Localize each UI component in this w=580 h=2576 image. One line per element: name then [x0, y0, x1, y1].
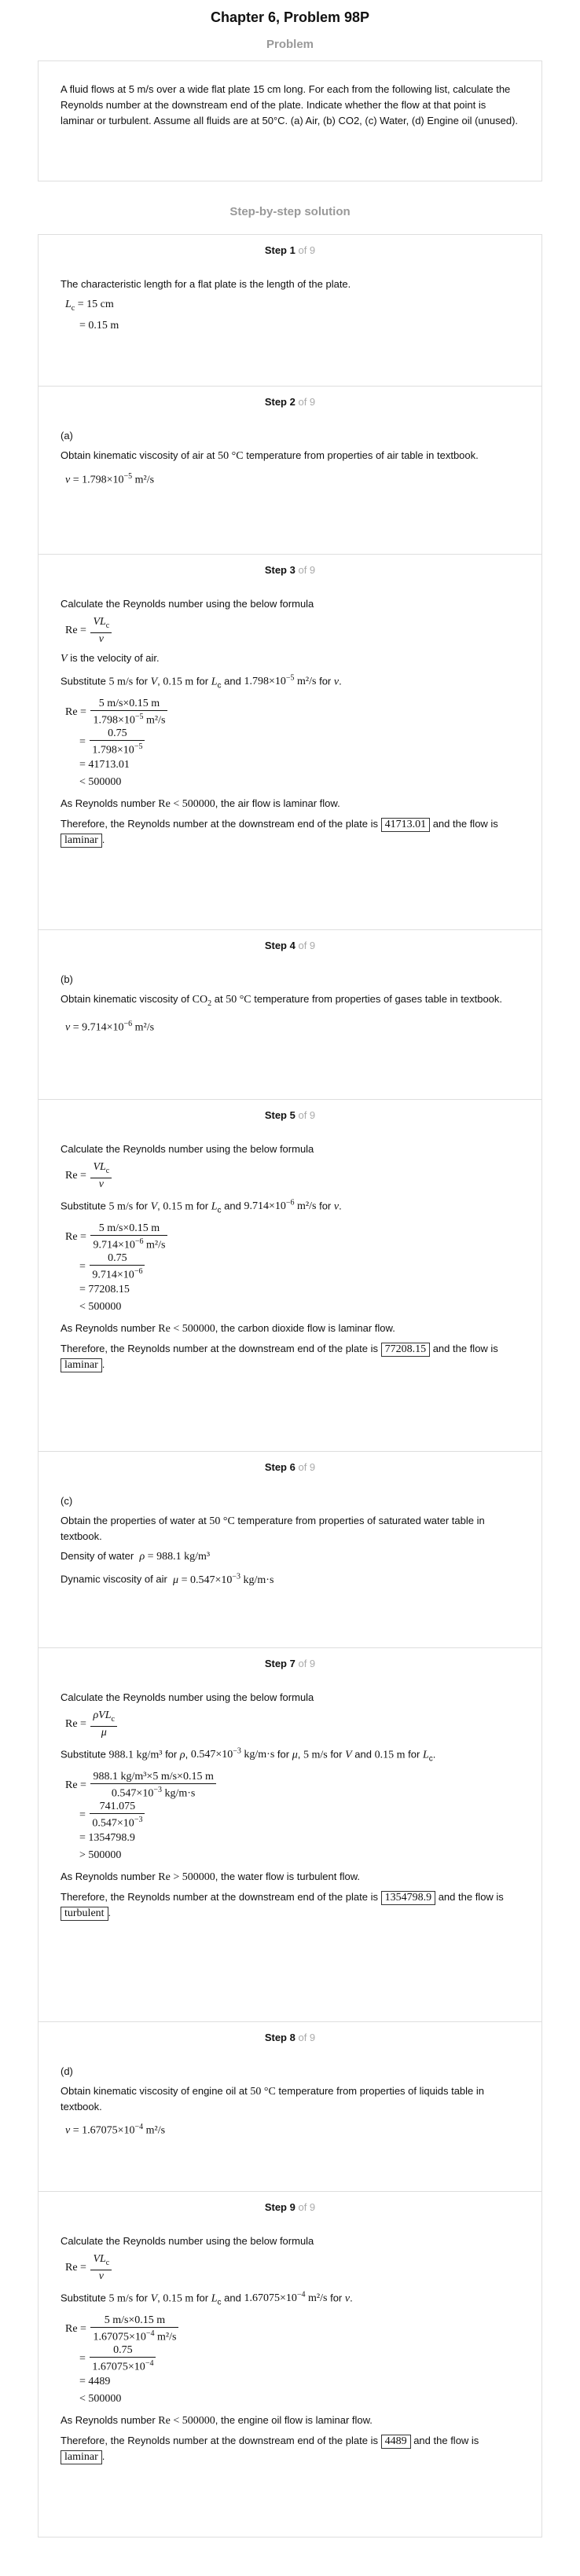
- substitute-text: Substitute 988.1 kg/m³ for ρ, $0.547\times 10^{-3}$ kg/m·s for μ, 5 m/s for V and 0.15 m for $L_c$.: [61, 1746, 436, 1764]
- step-3: Step 3 of 9 Calculate the Reynolds number using the below formula Re = $\frac{VL_c}{\nu}$ V is the velocity of air. Substitute 5 m/s for V, 0.15 m for $L_c$ and $1.798\times 10^{-5}$ m²/s for ν. Re = $\frac{5 m/s\times 0.15 m}{1.798\times 10^{-5} m^2/s}$ = $\frac{0.75}{1.798\times 10^{-5}}$ = 41713.01 < 500000 As Reynolds number Re < 500000, the air flow is laminar flow. Therefore, the Reynolds number at the downstream end of the plate is 41713.01 and the flow is laminar .: [39, 554, 541, 929]
- step-6: [39, 1451, 541, 1647]
- solution-box: [38, 234, 542, 2538]
- flow-box: turbulent: [61, 1907, 108, 1921]
- step-header: Step 5 of 9: [264, 1109, 316, 1121]
- step-text: Obtain the properties of water at 50 °C temperature from properties of saturated water table in textbook.: [61, 1515, 485, 1542]
- part-label: (c): [61, 1495, 73, 1507]
- step-8: [39, 2021, 541, 2191]
- calculation: Re = $\frac{5 m/s\times 0.15 m}{1.67075\times 10^{-4} m^2/s}$ = $\frac{0.75}{1.67075\times 10^{-4}}$ = 4489 < 500000: [65, 2314, 519, 2408]
- problem-heading: Problem: [266, 38, 314, 51]
- step-9: [39, 2191, 541, 2537]
- step-header: Step 6 of 9: [264, 1461, 316, 1473]
- flow-box: laminar: [61, 2450, 102, 2464]
- formula: Re = $\frac{VL_c}{\nu}$: [65, 1161, 519, 1191]
- page-title: Chapter 6, Problem 98P: [210, 9, 370, 25]
- part-label: (a): [61, 430, 73, 442]
- answer-box: 4489: [381, 2435, 411, 2449]
- flow-box: laminar: [61, 1358, 102, 1372]
- step-text: Calculate the Reynolds number using the below formula: [61, 1143, 314, 1155]
- part-label: (d): [61, 2065, 73, 2077]
- step-5: [39, 1099, 541, 1451]
- density-line: Density of water ρ = 988.1 kg/m³: [61, 1550, 211, 1563]
- substitute-text: Substitute 5 m/s for V, 0.15 m for $L_c$ and $1.798\times 10^{-5}$ m²/s for ν.: [61, 673, 342, 691]
- formula: Re = $\frac{VL_c}{\nu}$: [65, 616, 519, 646]
- step-2: [39, 386, 541, 554]
- step-header: Step 3 of 9: [264, 564, 316, 576]
- equation: $\nu = 1.67075\times 10^{-4}$ m²/s: [65, 2123, 166, 2137]
- equation: $\nu = 9.714\times 10^{-6}$ m²/s: [65, 1019, 155, 1034]
- answer-box: 1354798.9: [381, 1891, 436, 1905]
- step-7: [39, 1647, 541, 2021]
- step-header: Step 1 of 9: [264, 244, 316, 256]
- conclusion-text: As Reynolds number Re < 500000, the carbon dioxide flow is laminar flow.: [61, 1322, 395, 1336]
- calculation: Re = $\frac{5 m/s\times 0.15 m}{9.714\times 10^{-6} m^2/s}$ = $\frac{0.75}{9.714\times 10^{-6}}$ = 77208.15 < 500000: [65, 1222, 519, 1316]
- step-text: Calculate the Reynolds number using the below formula: [61, 2235, 314, 2247]
- formula: Re = $\frac{\rho VL_c}{\mu}$: [65, 1709, 519, 1739]
- step-4: [39, 929, 541, 1099]
- conclusion-text: As Reynolds number Re > 500000, the water flow is turbulent flow.: [61, 1871, 361, 1884]
- substitute-text: Substitute 5 m/s for V, 0.15 m for $L_c$ and $9.714\times 10^{-6}$ m²/s for ν.: [61, 1198, 342, 1215]
- conclusion-text: As Reynolds number Re < 500000, the air flow is laminar flow.: [61, 797, 340, 811]
- step-text: Obtain kinematic viscosity of air at 50 °C temperature from properties of air table in textbook.: [61, 449, 479, 462]
- step-text: Calculate the Reynolds number using the below formula: [61, 598, 314, 610]
- answer-text: Therefore, the Reynolds number at the downstream end of the plate is 4489 and the flow is laminar .: [61, 2435, 479, 2464]
- answer-text: Therefore, the Reynolds number at the downstream end of the plate is 1354798.9 and the flow is turbulent .: [61, 1891, 504, 1920]
- step-text: The characteristic length for a flat plate is the length of the plate.: [61, 278, 351, 290]
- answer-text: Therefore, the Reynolds number at the downstream end of the plate is 77208.15 and the flow is laminar .: [61, 1343, 498, 1372]
- flow-box: laminar: [61, 834, 102, 848]
- viscosity-line: Dynamic viscosity of air $\mu = 0.547\times 10^{-3}$ kg/m·s: [61, 1572, 274, 1586]
- step-header: Step 7 of 9: [264, 1658, 316, 1669]
- calculation: Re = $\frac{5 m/s\times 0.15 m}{1.798\times 10^{-5} m^2/s}$ = $\frac{0.75}{1.798\times 10^{-5}}$ = 41713.01 < 500000: [65, 698, 519, 791]
- step-text: Calculate the Reynolds number using the below formula: [61, 1691, 314, 1703]
- conclusion-text: As Reynolds number Re < 500000, the engine oil flow is laminar flow.: [61, 2414, 373, 2428]
- step-header: Step 2 of 9: [264, 396, 316, 408]
- solution-heading: Step-by-step solution: [229, 205, 351, 218]
- part-label: (b): [61, 973, 73, 985]
- calculation: Re = $\frac{\text{988.1 kg/m³×5 m/s×0.15 m}}{0.547\times 10^{-3} kg/m\cdot s}$ = $\frac{741.075}{0.547\times 10^{-3}}$ = 1354798.9 > 500000: [65, 1771, 519, 1864]
- step-text: Obtain kinematic viscosity of engine oil at 50 °C temperature from properties of liquids table in textbook.: [61, 2085, 484, 2112]
- answer-box: 77208.15: [381, 1343, 431, 1357]
- step-header: Step 4 of 9: [264, 940, 316, 951]
- step-1: [39, 235, 541, 386]
- answer-box: 41713.01: [381, 818, 431, 832]
- step-header: Step 8 of 9: [264, 2032, 316, 2043]
- equation: $\nu = 1.798\times 10^{-5}$ m²/s: [65, 472, 155, 486]
- problem-box: [38, 60, 542, 181]
- formula: Re = $\frac{VL_c}{\nu}$: [65, 2253, 519, 2283]
- problem-text: A fluid flows at 5 m/s over a wide flat plate 15 cm long. For each from the following list, calculate the Reynolds number at the downstream end of the plate. Indicate whether the flow at that point is laminar or turbulent. Assume all fluids are at 50°C. (a) Air, (b) CO2, (c) Water, (d) Engine oil (unused).: [61, 83, 519, 126]
- step-header: Step 9 of 9: [264, 2201, 316, 2213]
- equation: $L_c = 15$ cm = 0.15 m: [65, 299, 119, 332]
- answer-text: Therefore, the Reynolds number at the downstream end of the plate is 41713.01 and the flow is laminar .: [61, 818, 498, 847]
- substitute-text: Substitute 5 m/s for V, 0.15 m for $L_c$ and $1.67075\times 10^{-4}$ m²/s for ν.: [61, 2290, 353, 2307]
- step-text: Obtain kinematic viscosity of $CO_2$ at 50 °C temperature from properties of gases table in textbook.: [61, 993, 503, 1008]
